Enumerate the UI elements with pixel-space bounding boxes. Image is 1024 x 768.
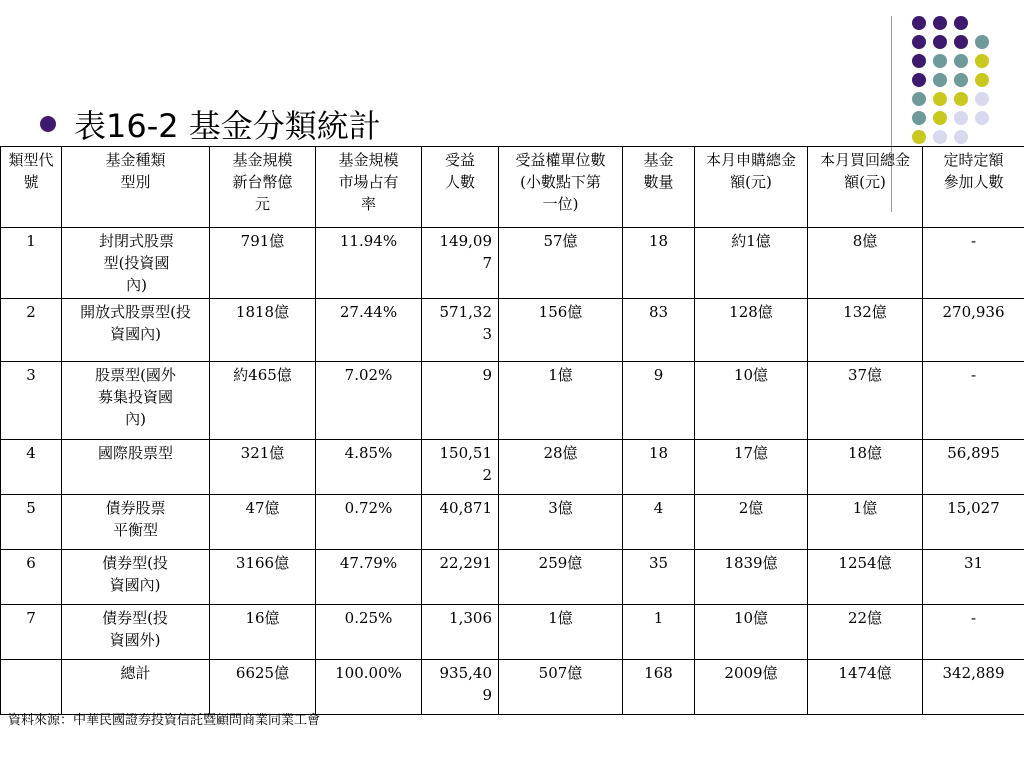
cell-subscription-total: 10億 bbox=[695, 605, 808, 660]
cell-type-code: 4 bbox=[1, 440, 62, 495]
header-subscription-total: 本月申購總金額(元) bbox=[695, 147, 808, 228]
decor-dot bbox=[912, 130, 926, 144]
cell-units: 507億 bbox=[499, 660, 623, 715]
cell-redemption-total: 1254億 bbox=[808, 550, 923, 605]
cell-fund-category: 股票型(國外募集投資國內) bbox=[62, 362, 210, 440]
cell-fund-count: 4 bbox=[623, 495, 695, 550]
cell-beneficiaries: 149,097 bbox=[422, 228, 499, 299]
cell-fund-category: 封閉式股票型(投資國內) bbox=[62, 228, 210, 299]
decor-dot bbox=[933, 73, 947, 87]
cell-fund-category: 債券型(投資國內) bbox=[62, 550, 210, 605]
header-market-share: 基金規模市場占有率 bbox=[316, 147, 422, 228]
cell-units: 259億 bbox=[499, 550, 623, 605]
cell-sip-participants: 15,027 bbox=[923, 495, 1024, 550]
decor-dot bbox=[975, 35, 989, 49]
cell-fund-size: 6625億 bbox=[210, 660, 316, 715]
cell-subscription-total: 128億 bbox=[695, 299, 808, 362]
cell-market-share: 7.02% bbox=[316, 362, 422, 440]
cell-sip-participants: - bbox=[923, 228, 1024, 299]
cell-fund-category: 債券股票平衡型 bbox=[62, 495, 210, 550]
cell-redemption-total: 18億 bbox=[808, 440, 923, 495]
table-row bbox=[1, 228, 1024, 299]
decor-dot bbox=[954, 16, 968, 30]
cell-fund-count: 18 bbox=[623, 228, 695, 299]
cell-fund-category: 開放式股票型(投資國內) bbox=[62, 299, 210, 362]
cell-fund-size: 3166億 bbox=[210, 550, 316, 605]
cell-redemption-total: 132億 bbox=[808, 299, 923, 362]
title-text: 表16-2 基金分類統計 bbox=[74, 107, 381, 145]
cell-units: 156億 bbox=[499, 299, 623, 362]
cell-beneficiaries: 1,306 bbox=[422, 605, 499, 660]
cell-fund-count: 9 bbox=[623, 362, 695, 440]
cell-type-code: 5 bbox=[1, 495, 62, 550]
decor-dot bbox=[933, 130, 947, 144]
cell-sip-participants: - bbox=[923, 605, 1024, 660]
decor-dot bbox=[975, 92, 989, 106]
cell-market-share: 0.72% bbox=[316, 495, 422, 550]
decor-dot bbox=[912, 92, 926, 106]
cell-beneficiaries: 571,323 bbox=[422, 299, 499, 362]
cell-subscription-total: 2億 bbox=[695, 495, 808, 550]
header-fund-size: 基金規模新台幣億元 bbox=[210, 147, 316, 228]
cell-type-code: 7 bbox=[1, 605, 62, 660]
decor-dot bbox=[933, 54, 947, 68]
decor-dot bbox=[912, 16, 926, 30]
cell-fund-size: 約465億 bbox=[210, 362, 316, 440]
cell-fund-size: 1818億 bbox=[210, 299, 316, 362]
decor-dot bbox=[912, 35, 926, 49]
cell-beneficiaries: 150,512 bbox=[422, 440, 499, 495]
cell-units: 3億 bbox=[499, 495, 623, 550]
table-row bbox=[1, 495, 1024, 550]
cell-beneficiaries: 935,409 bbox=[422, 660, 499, 715]
cell-fund-category: 總計 bbox=[62, 660, 210, 715]
cell-market-share: 11.94% bbox=[316, 228, 422, 299]
header-fund-count: 基金數量 bbox=[623, 147, 695, 228]
table-row bbox=[1, 299, 1024, 362]
cell-fund-count: 1 bbox=[623, 605, 695, 660]
table-row bbox=[1, 660, 1024, 715]
cell-subscription-total: 1839億 bbox=[695, 550, 808, 605]
cell-fund-size: 47億 bbox=[210, 495, 316, 550]
header-sip-participants: 定時定額參加人數 bbox=[923, 147, 1024, 228]
cell-redemption-total: 22億 bbox=[808, 605, 923, 660]
cell-sip-participants: 56,895 bbox=[923, 440, 1024, 495]
cell-fund-count: 83 bbox=[623, 299, 695, 362]
cell-sip-participants: 31 bbox=[923, 550, 1024, 605]
table-row bbox=[1, 440, 1024, 495]
header-beneficiaries: 受益人數 bbox=[422, 147, 499, 228]
cell-fund-count: 168 bbox=[623, 660, 695, 715]
cell-beneficiaries: 40,871 bbox=[422, 495, 499, 550]
cell-fund-category: 債券型(投資國外) bbox=[62, 605, 210, 660]
cell-type-code: 1 bbox=[1, 228, 62, 299]
decor-dot bbox=[912, 73, 926, 87]
cell-units: 1億 bbox=[499, 605, 623, 660]
decor-dot bbox=[975, 111, 989, 125]
decor-dot bbox=[975, 73, 989, 87]
cell-units: 1億 bbox=[499, 362, 623, 440]
cell-sip-participants: - bbox=[923, 362, 1024, 440]
cell-redemption-total: 8億 bbox=[808, 228, 923, 299]
decor-dot bbox=[954, 35, 968, 49]
cell-units: 57億 bbox=[499, 228, 623, 299]
cell-type-code: 6 bbox=[1, 550, 62, 605]
table-row bbox=[1, 605, 1024, 660]
cell-fund-count: 35 bbox=[623, 550, 695, 605]
cell-sip-participants: 270,936 bbox=[923, 299, 1024, 362]
cell-type-code: 3 bbox=[1, 362, 62, 440]
table-row bbox=[1, 550, 1024, 605]
fund-table bbox=[0, 146, 1024, 715]
cell-fund-size: 791億 bbox=[210, 228, 316, 299]
cell-market-share: 100.00% bbox=[316, 660, 422, 715]
header-redemption-total: 本月買回總金額(元) bbox=[808, 147, 923, 228]
cell-beneficiaries: 9 bbox=[422, 362, 499, 440]
slide-title bbox=[40, 100, 381, 148]
cell-market-share: 27.44% bbox=[316, 299, 422, 362]
header-type-code: 類型代號 bbox=[1, 147, 62, 228]
cell-subscription-total: 10億 bbox=[695, 362, 808, 440]
decor-dot bbox=[912, 111, 926, 125]
decor-dot bbox=[975, 54, 989, 68]
decor-dot bbox=[954, 92, 968, 106]
decor-dot bbox=[933, 92, 947, 106]
decor-dot bbox=[933, 111, 947, 125]
cell-subscription-total: 2009億 bbox=[695, 660, 808, 715]
cell-type-code: 2 bbox=[1, 299, 62, 362]
decor-dot bbox=[933, 16, 947, 30]
decor-dot bbox=[954, 54, 968, 68]
cell-redemption-total: 1474億 bbox=[808, 660, 923, 715]
source-note: 資料來源：中華民國證券投資信託暨顧問商業同業工會 bbox=[8, 713, 321, 728]
decor-dot bbox=[954, 130, 968, 144]
cell-fund-count: 18 bbox=[623, 440, 695, 495]
cell-market-share: 4.85% bbox=[316, 440, 422, 495]
header-units: 受益權單位數(小數點下第一位) bbox=[499, 147, 623, 228]
cell-sip-participants: 342,889 bbox=[923, 660, 1024, 715]
cell-type-code bbox=[1, 660, 62, 715]
bullet-icon bbox=[40, 116, 56, 132]
cell-market-share: 0.25% bbox=[316, 605, 422, 660]
header-row bbox=[1, 147, 1024, 228]
decor-dot bbox=[954, 73, 968, 87]
table-row bbox=[1, 362, 1024, 440]
cell-fund-category: 國際股票型 bbox=[62, 440, 210, 495]
cell-fund-size: 16億 bbox=[210, 605, 316, 660]
cell-units: 28億 bbox=[499, 440, 623, 495]
cell-subscription-total: 約1億 bbox=[695, 228, 808, 299]
header-fund-category: 基金種類型別 bbox=[62, 147, 210, 228]
decor-dot bbox=[954, 111, 968, 125]
cell-fund-size: 321億 bbox=[210, 440, 316, 495]
cell-market-share: 47.79% bbox=[316, 550, 422, 605]
decor-dot bbox=[933, 35, 947, 49]
decor-dot bbox=[912, 54, 926, 68]
cell-subscription-total: 17億 bbox=[695, 440, 808, 495]
cell-redemption-total: 37億 bbox=[808, 362, 923, 440]
cell-beneficiaries: 22,291 bbox=[422, 550, 499, 605]
cell-redemption-total: 1億 bbox=[808, 495, 923, 550]
